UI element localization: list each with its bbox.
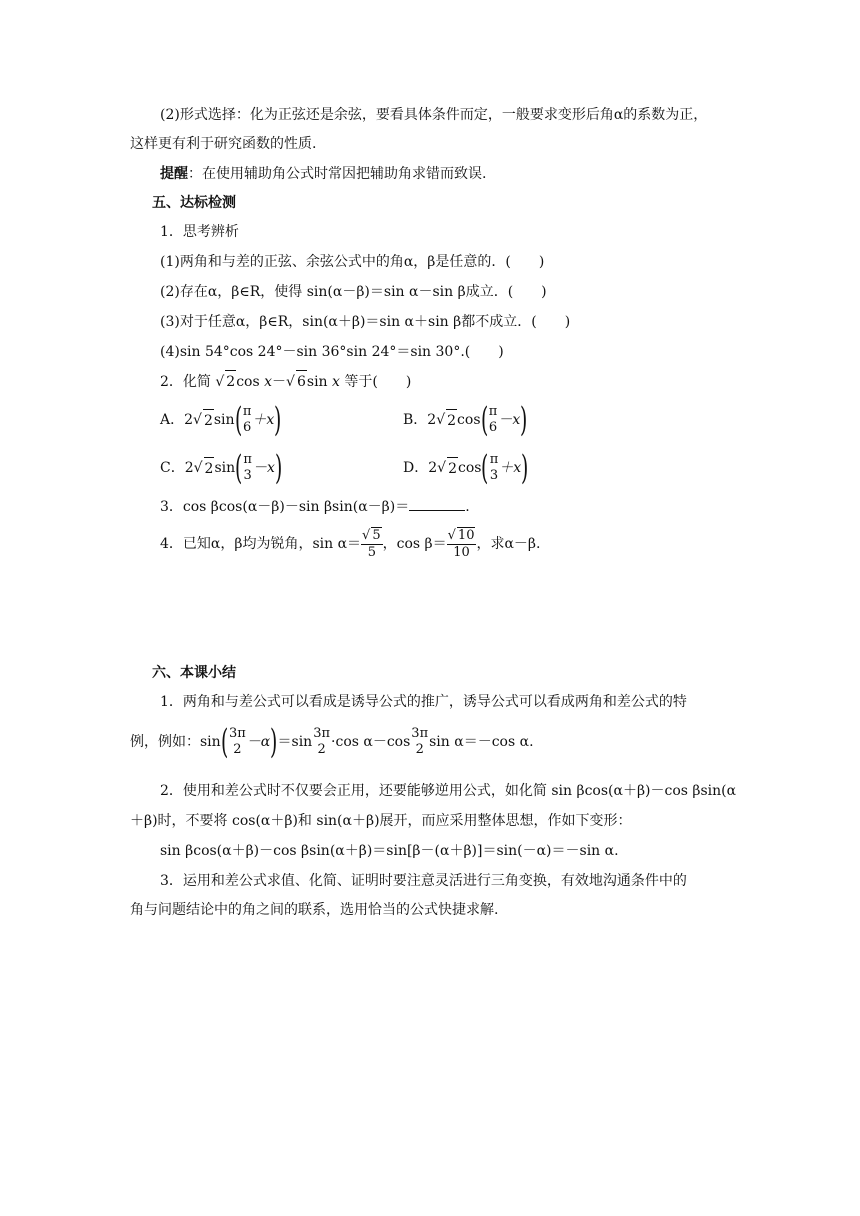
- sqrt-icon: √: [362, 528, 371, 543]
- sqrt-icon: √: [215, 374, 225, 390]
- intro-line-2: 这样更有利于研究函数的性质.: [130, 136, 317, 152]
- summary-2-line-1: 2．使用和差公式时不仅要会正用，还要能够逆用公式，如化简 sin βcos(α＋β)－cos βsin(α: [160, 783, 737, 799]
- right-paren-icon: ): [521, 448, 529, 488]
- left-paren-icon: (: [235, 448, 243, 488]
- question-4: 4．已知α，β均为锐角，sin α＝ $\frac{√ 5}{5}$ ，cos β＝ $\frac{√ 10}{10}$ ，求α－β.: [160, 528, 541, 560]
- question-1-item-4: (4)sin 54°cos 24°－sin 36°sin 24°＝sin 30°.( ): [160, 344, 504, 360]
- question-1-label: 1．思考辨析: [160, 224, 239, 240]
- q2-suffix: 等于( ): [339, 374, 412, 390]
- right-paren-icon: ): [274, 448, 283, 488]
- q2-cos: cos: [236, 374, 260, 390]
- tip-line: [160, 163, 486, 185]
- right-paren-icon: ): [274, 400, 282, 440]
- q2-x1: x: [259, 374, 273, 390]
- fraction-sqrt10-over-10: $\frac{√ 10}{10}$: [447, 528, 475, 560]
- question-1-item-3: (3)对于任意α，β∈R，sin(α＋β)＝sin α＋sin β都不成立．( ): [160, 314, 571, 330]
- left-paren-icon: (: [220, 722, 228, 762]
- q2-radicand-2: 2: [225, 370, 236, 393]
- option-c[interactable]: C．2 √ 2 sin ( π 3 －x ): [160, 448, 283, 488]
- summary-1-line-2: 例，例如：sin ( 3π 2 －α ) ＝sin 3π 2 ·cos α－cos 3π 2 sin α＝－cos α.: [130, 722, 534, 762]
- section-6-title: 六、本课小结: [152, 665, 236, 681]
- summary-2-line-3: sin βcos(α＋β)－cos βsin(α＋β)＝sin[β－(α＋β)]＝sin(－α)＝－sin α.: [160, 843, 619, 859]
- sqrt-icon: √: [436, 412, 446, 428]
- q2-minus: －: [272, 374, 287, 390]
- option-a[interactable]: A．2 √ 2 sin ( π 6 ＋x ): [160, 400, 282, 440]
- summary-3-line-1: 3．运用和差公式求值、化简、证明时要注意灵活进行三角变换，有效地沟通条件中的: [160, 873, 687, 889]
- option-d[interactable]: D．2 √ 2 cos ( π 3 ＋x ): [403, 448, 529, 488]
- left-paren-icon: (: [234, 400, 242, 440]
- sqrt-icon: √: [447, 528, 456, 543]
- section-5-title: 五、达标检测: [152, 195, 236, 211]
- tip-text: ：在使用辅助角公式时常因把辅助角求错而致误.: [188, 166, 487, 182]
- q2-x2: x: [327, 374, 340, 390]
- sqrt-icon: √: [193, 460, 203, 476]
- fraction-sqrt5-over-5: $\frac{√ 5}{5}$: [362, 528, 381, 560]
- sqrt-icon: √: [437, 460, 447, 476]
- left-paren-icon: (: [481, 448, 489, 488]
- q2-radicand-6: 6: [296, 370, 307, 393]
- summary-1-line-1: 1．两角和与差公式可以看成是诱导公式的推广，诱导公式可以看成两角和差公式的特: [160, 694, 687, 710]
- question-3: 3．cos βcos(α－β)－sin βsin(α－β)＝ .: [160, 496, 470, 518]
- summary-3-line-2: 角与问题结论中的角之间的联系，选用恰当的公式快捷求解.: [130, 902, 499, 918]
- right-paren-icon: ): [520, 400, 528, 440]
- question-1-item-2: (2)存在α，β∈R，使得 sin(α－β)＝sin α－sin β成立．( ): [160, 284, 547, 300]
- tip-label: 提醒: [160, 166, 188, 182]
- q2-sin: sin: [306, 374, 328, 390]
- right-paren-icon: ): [270, 722, 278, 762]
- question-2-stem: [160, 370, 411, 393]
- q2-prefix: 2．化简: [160, 374, 211, 390]
- question-1-item-1: (1)两角和与差的正弦、余弦公式中的角α，β是任意的．( ): [160, 254, 545, 270]
- option-b[interactable]: B．2 √ 2 cos ( π 6 －x ): [403, 400, 528, 440]
- summary-2-line-2: ＋β)时，不要将 cos(α＋β)和 sin(α＋β)展开，而应采用整体思想，作如下变形：: [130, 813, 632, 829]
- left-paren-icon: (: [480, 400, 488, 440]
- sqrt-icon: √: [193, 412, 202, 428]
- intro-line-1: (2)形式选择：化为正弦还是余弦，要看具体条件而定，一般要求变形后角α的系数为正，: [160, 107, 708, 123]
- sqrt-icon: √: [286, 374, 295, 390]
- answer-blank[interactable]: [409, 496, 465, 511]
